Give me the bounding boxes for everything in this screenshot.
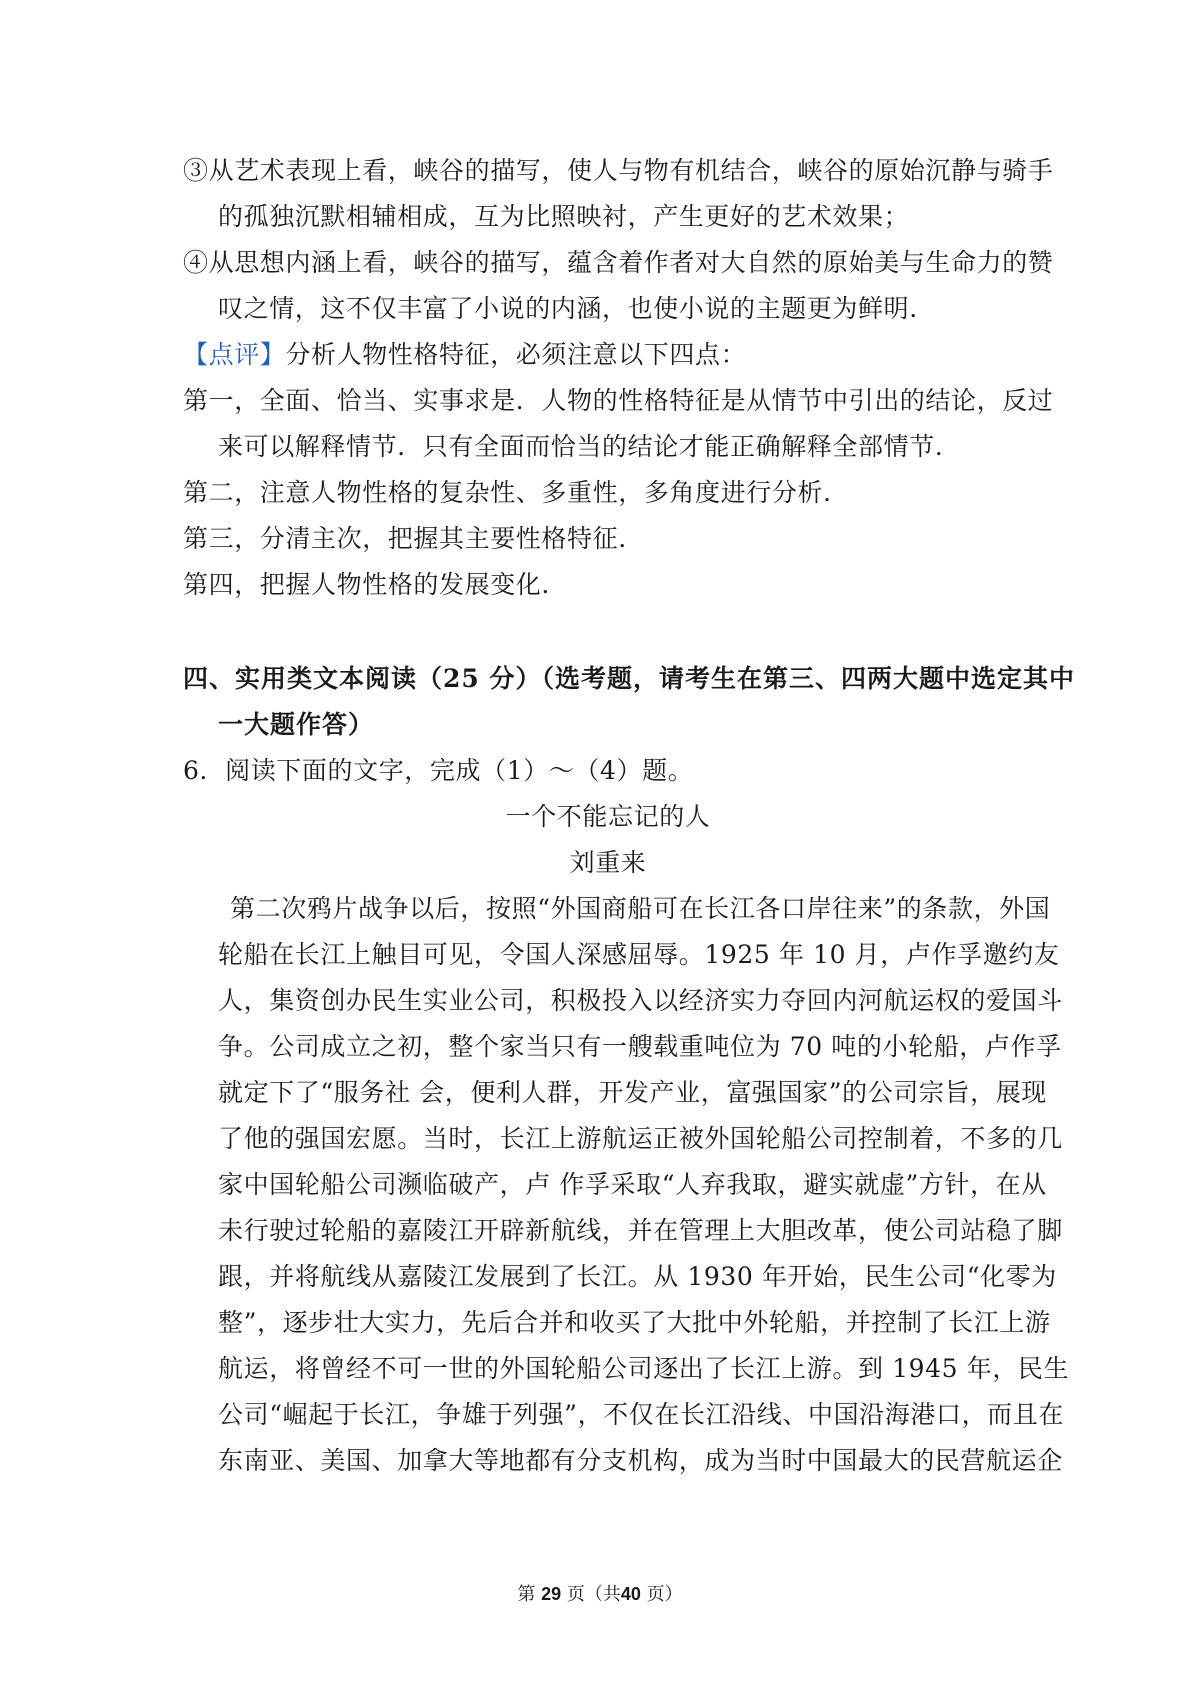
article-line: 公司“崛起于长江，争雄于列强”，不仅在长江沿线、中国沿海港口，而且在 [218,1400,1064,1429]
article-line: 整”，逐步壮大实力，先后合并和收买了大批中外轮船，并控制了长江上游 [218,1308,1051,1337]
section-heading-line-1: 四、实用类文本阅读（25 分）（选考题，请考生在第三、四两大题中选定其中 [183,664,1075,693]
footer-middle: 页（共 [566,1584,621,1605]
footer-prefix: 第 [517,1584,536,1605]
footer-total-pages: 40 [620,1584,641,1604]
answer-item-3 [183,148,1054,240]
point-4: 第四，把握人物性格的发展变化. [183,570,550,599]
article-line: 了他的强国宏愿。当时，长江上游航运正被外国轮船公司控制着，不多的几 [218,1124,1063,1153]
section-heading [183,656,1075,748]
page-content [183,148,1075,1484]
answer-item-4-line-2: 叹之情，这不仅丰富了小说的内涵，也使小说的主题更为鲜明. [218,294,918,323]
point-3: 第三，分清主次，把握其主要性格特征. [183,524,627,553]
footer-page-number: 29 [541,1584,562,1604]
article-line: 第二次鸦片战争以后，按照“外国商船可在长江各口岸往来”的条款，外国 [230,894,1051,923]
section-heading-line-2: 一大题作答） [218,710,375,739]
point-1-line-1: 第一，全面、恰当、实事求是．人物的性格特征是从情节中引出的结论，反过 [183,386,1054,415]
article-body [183,886,1070,1484]
point-1 [183,378,1054,470]
article-line: 轮船在长江上触目可见，令国人深感屈辱。1925 年 10 月，卢作孚邀约友 [218,940,1060,969]
point-1-line-2: 来可以解释情节．只有全面而恰当的结论才能正确解释全部情节. [218,432,944,461]
comment-tag: 【点评】 [183,340,286,369]
article-line: 人，集资创办民生实业公司，积极投入以经济实力夺回内河航运权的爱国斗 [218,986,1063,1015]
question-prompt: 6．阅读下面的文字，完成（1）～（4）题。 [183,756,694,785]
comment-text: 分析人物性格特征，必须注意以下四点： [285,340,747,369]
article-title: 一个不能忘记的人 [505,802,711,831]
article-line: 跟，并将航线从嘉陵江发展到了长江。从 1930 年开始，民生公司“化零为 [218,1262,1057,1291]
article-line: 东南亚、美国、加拿大等地都有分支机构，成为当时中国最大的民营航运企 [218,1446,1063,1475]
article-line: 就定下了“服务社 会，便利人群，开发产业，富强国家”的公司宗旨，展现 [218,1078,1047,1107]
answer-item-3-line-1: ③从艺术表现上看，峡谷的描写，使人与物有机结合，峡谷的原始沉静与骑手 [183,156,1054,185]
article-line: 未行驶过轮船的嘉陵江开辟新航线，并在管理上大胆改革，使公司站稳了脚 [218,1216,1063,1245]
article-line: 家中国轮船公司濒临破产，卢 作孚采取“人弃我取，避实就虚”方针，在从 [218,1170,1047,1199]
article-line: 争。公司成立之初，整个家当只有一艘载重吨位为 70 吨的小轮船，卢作孚 [218,1032,1062,1061]
article-author: 刘重来 [569,848,647,877]
point-2: 第二，注意人物性格的复杂性、多重性，多角度进行分析. [183,478,832,507]
footer-suffix: 页） [646,1584,683,1605]
answer-item-3-line-2: 的孤独沉默相辅相成，互为比照映衬，产生更好的艺术效果； [218,202,910,231]
section-gap [183,608,1033,656]
page-footer [0,1580,1200,1606]
article-line: 航运，将曾经不可一世的外国轮船公司逐出了长江上游。到 1945 年，民生 [218,1354,1070,1383]
answer-item-4-line-1: ④从思想内涵上看，峡谷的描写，蕴含着作者对大自然的原始美与生命力的赞 [183,248,1054,277]
comment-line [183,332,1033,378]
answer-item-4 [183,240,1054,332]
